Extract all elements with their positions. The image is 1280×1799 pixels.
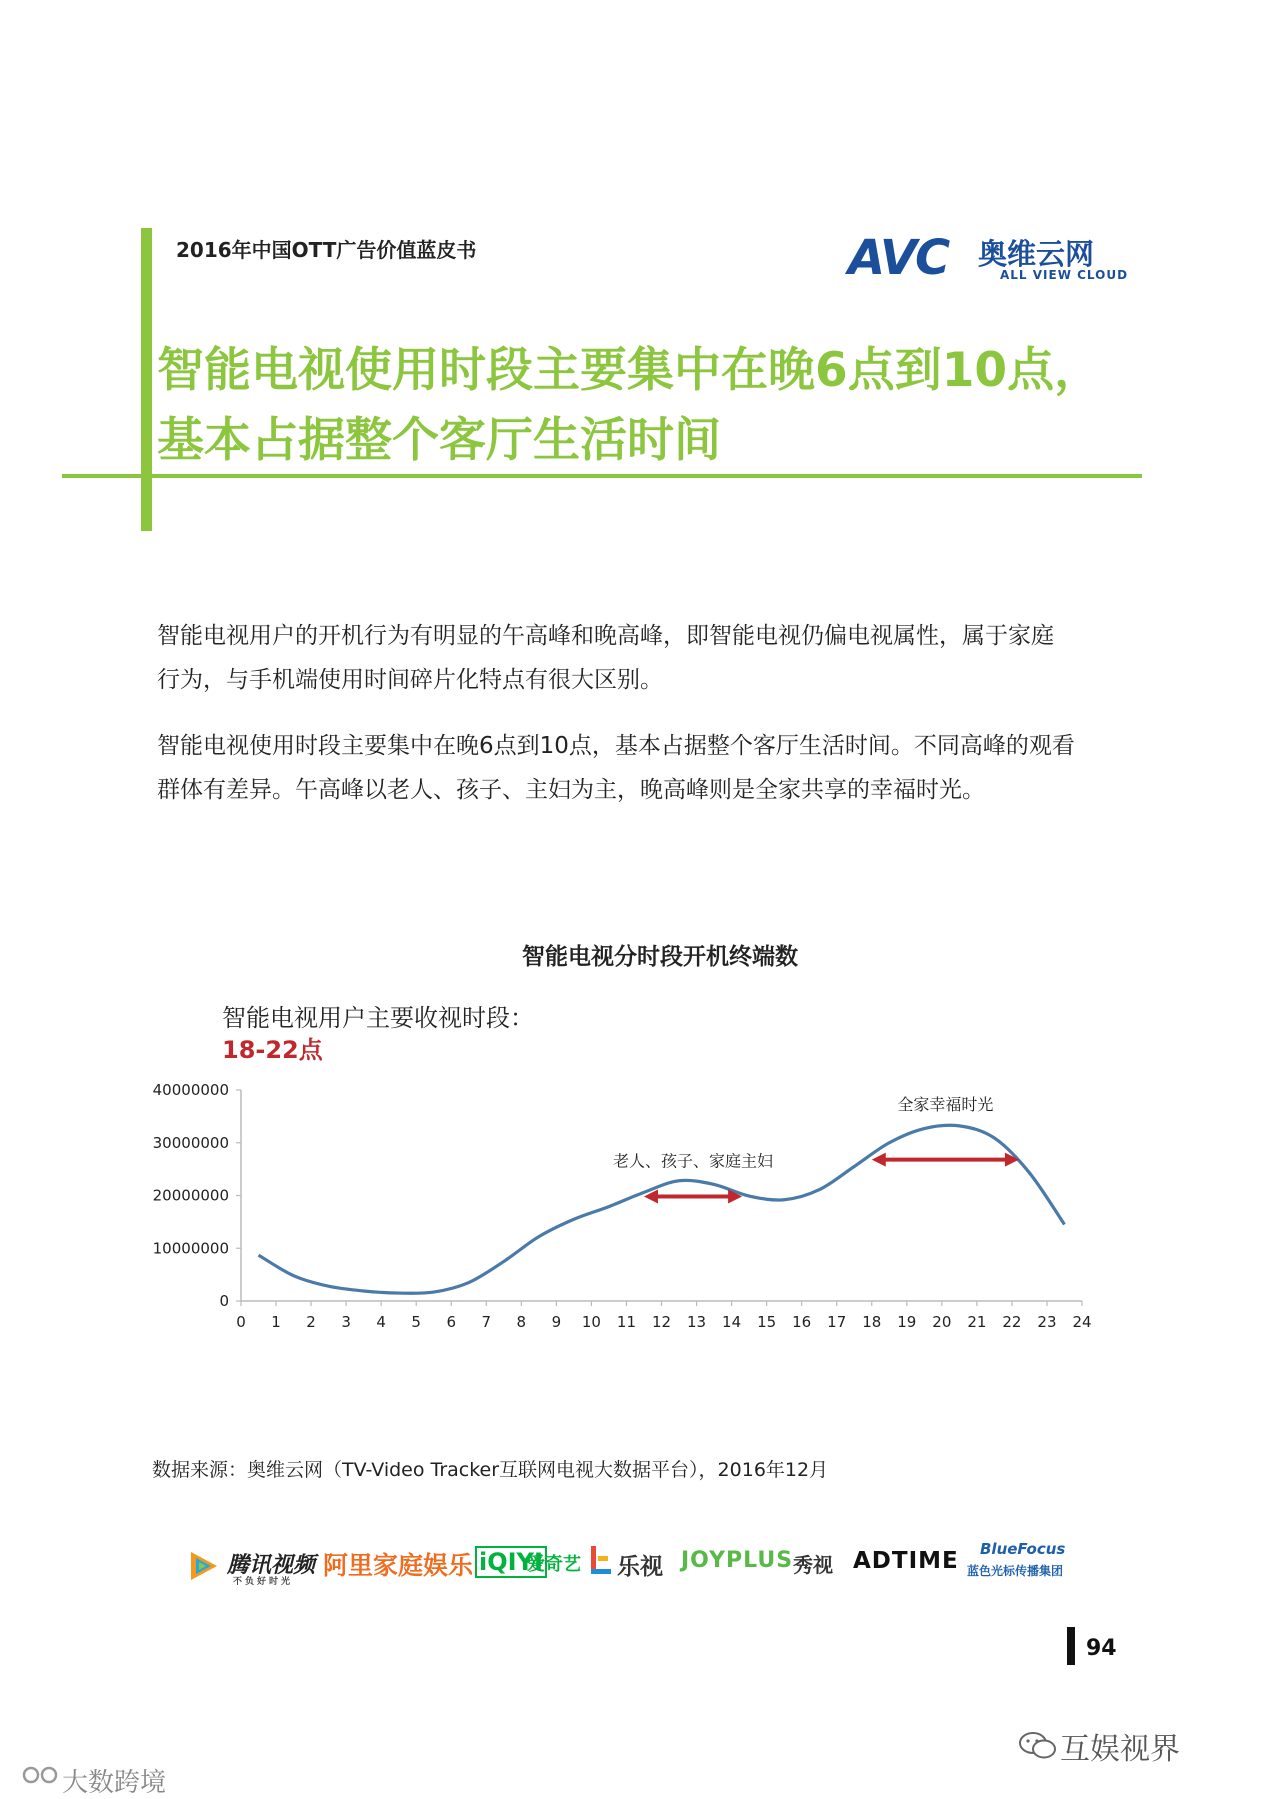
y-tick-label: 40000000 [153, 1081, 229, 1099]
brand-bluefocus-cn: 蓝色光标传播集团 [967, 1562, 1063, 1579]
paragraph-2-line-2: 群体有差异。午高峰以老人、孩子、主妇为主，晚高峰则是全家共享的幸福时光。 [157, 768, 1157, 812]
accent-vertical-bar [141, 228, 152, 531]
logo-cn-text: 奥维云网 [978, 232, 1094, 273]
brand-tencent: 腾讯视频 [227, 1548, 315, 1579]
brand-adtime: ADTIME [853, 1548, 959, 1574]
annotation-label: 全家幸福时光 [897, 1095, 993, 1114]
headline-line-1: 智能电视使用时段主要集中在晚6点到10点， [157, 336, 1147, 406]
chart-title: 智能电视分时段开机终端数 [0, 938, 1280, 971]
x-tick-label: 12 [652, 1313, 671, 1331]
data-source: 数据来源：奥维云网（TV-Video Tracker互联网电视大数据平台），2016年12月 [152, 1455, 828, 1482]
x-tick-label: 11 [617, 1313, 636, 1331]
brand-iqiyi: iQIYI [475, 1546, 547, 1578]
x-tick-label: 10 [582, 1313, 601, 1331]
brand-ali: 阿里家庭娱乐 [323, 1546, 473, 1582]
x-tick-label: 22 [1002, 1313, 1021, 1331]
paragraph-2 [157, 724, 1157, 812]
y-tick-label: 20000000 [153, 1187, 229, 1205]
page-number: 94 [1086, 1636, 1117, 1661]
brand-aiqiyi: 爱奇艺 [527, 1550, 581, 1576]
report-title: 2016年中国OTT广告价值蓝皮书 [176, 234, 476, 263]
x-tick-label: 9 [552, 1313, 562, 1331]
brand-letv: 乐视 [617, 1548, 663, 1581]
x-tick-label: 24 [1072, 1313, 1091, 1331]
brand-joyplus: JOYPLUS [681, 1548, 793, 1573]
x-tick-label: 5 [411, 1313, 421, 1331]
x-tick-label: 13 [687, 1313, 706, 1331]
letv-icon [589, 1544, 613, 1582]
x-tick-label: 2 [306, 1313, 316, 1331]
chart-main-label: 智能电视用户主要收视时段： [222, 998, 534, 1033]
tencent-video-icon [185, 1548, 221, 1588]
x-tick-label: 7 [482, 1313, 492, 1331]
x-tick-label: 8 [517, 1313, 527, 1331]
paragraph-1-line-1: 智能电视用户的开机行为有明显的午高峰和晚高峰，即智能电视仍偏电视属性，属于家庭 [157, 614, 1157, 658]
paragraph-2-line-1: 智能电视使用时段主要集中在晚6点到10点，基本占据整个客厅生活时间。不同高峰的观看 [157, 724, 1157, 768]
x-tick-label: 3 [341, 1313, 351, 1331]
paragraph-1-line-2: 行为，与手机端使用时间碎片化特点有很大区别。 [157, 658, 1157, 702]
x-tick-label: 17 [827, 1313, 846, 1331]
x-tick-label: 18 [862, 1313, 881, 1331]
watermark-left: 大数跨境 [62, 1762, 166, 1799]
x-tick-label: 19 [897, 1313, 916, 1331]
brand-bluefocus: BlueFocus [980, 1540, 1065, 1558]
x-tick-label: 16 [792, 1313, 811, 1331]
brand-xiushi: 秀视 [793, 1549, 833, 1578]
series-line-0 [259, 1125, 1065, 1293]
logo-en-text: ALL VIEW CLOUD [1000, 268, 1128, 282]
annotation-label: 老人、孩子、家庭主妇 [613, 1151, 773, 1170]
partner-brands [185, 1536, 1085, 1596]
x-tick-label: 6 [446, 1313, 456, 1331]
page-number-bar [1067, 1627, 1075, 1665]
x-tick-label: 0 [236, 1313, 246, 1331]
x-tick-label: 14 [722, 1313, 741, 1331]
annotation-arrow-head-left [872, 1153, 886, 1167]
x-tick-label: 4 [376, 1313, 386, 1331]
line-chart [0, 1060, 1280, 1350]
x-tick-label: 15 [757, 1313, 776, 1331]
page-headline [157, 336, 1147, 476]
x-tick-label: 20 [932, 1313, 951, 1331]
logo-mark: AVC [848, 230, 948, 286]
y-tick-label: 0 [219, 1292, 229, 1310]
x-tick-label: 23 [1037, 1313, 1056, 1331]
chart-main-value: 18-22点 [222, 1030, 323, 1065]
wechat-icon [1018, 1730, 1058, 1766]
paragraph-1 [157, 614, 1157, 702]
y-tick-label: 30000000 [153, 1134, 229, 1152]
y-tick-label: 10000000 [153, 1239, 229, 1257]
brand-tencent-sub: 不负好时光 [233, 1574, 293, 1587]
watermark-left-icon [22, 1762, 60, 1792]
x-tick-label: 21 [967, 1313, 986, 1331]
headline-line-2: 基本占据整个客厅生活时间 [157, 406, 1147, 476]
avc-logo [848, 226, 1138, 290]
watermark-right: 互娱视界 [1060, 1724, 1180, 1768]
x-tick-label: 1 [271, 1313, 281, 1331]
